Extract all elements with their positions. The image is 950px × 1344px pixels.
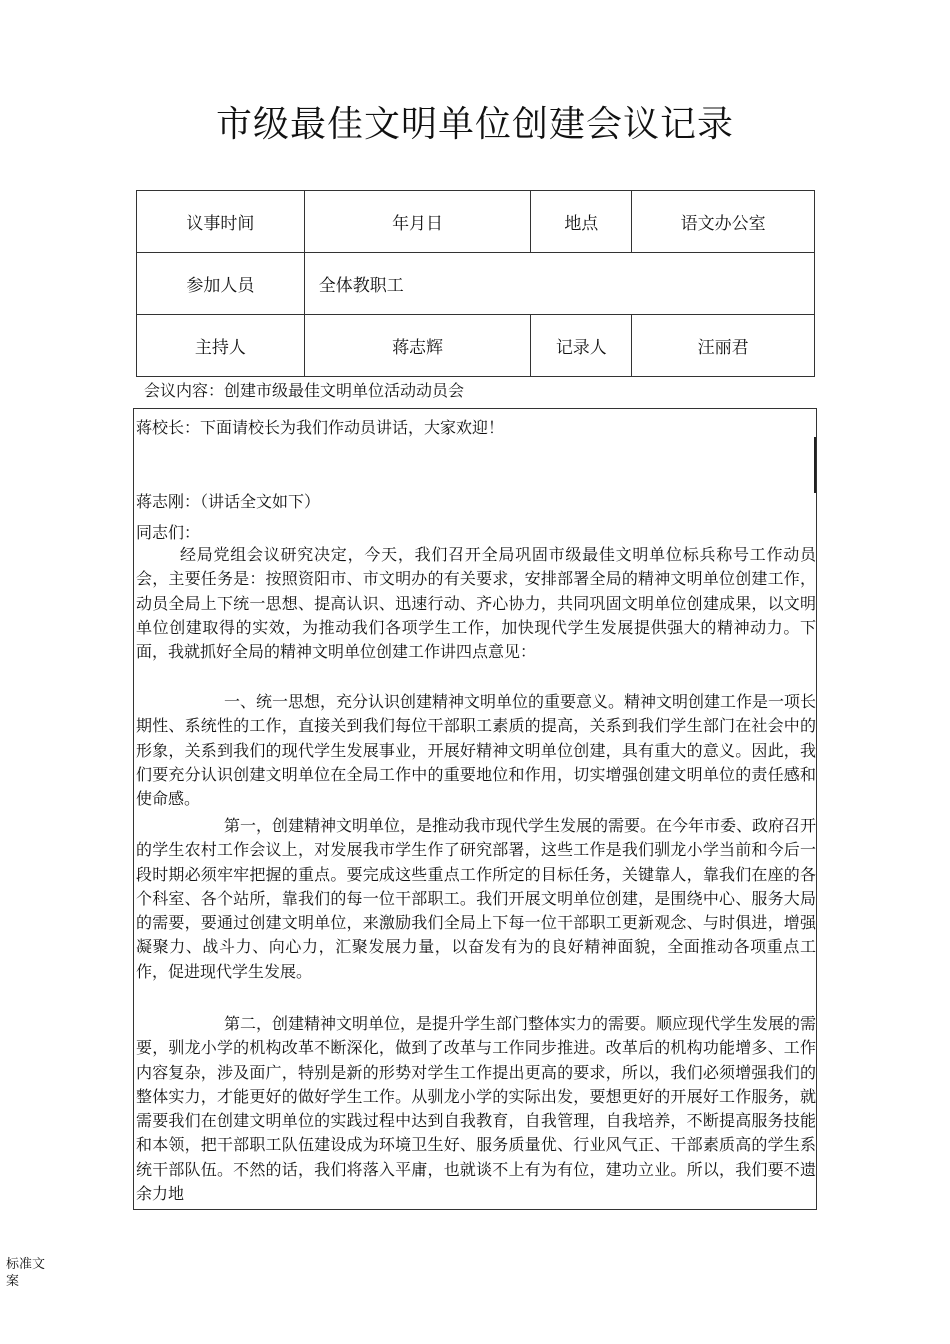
info-row-host — [137, 315, 815, 377]
content-paragraph-4: 第二，创建精神文明单位，是提升学生部门整体实力的需要。顺应现代学生发展的需要，驯龙小学的机构改革不断深化，做到了改革与工作同步推进。改革后的机构功能增多、工作内容复杂，涉及面广，特别是新的形势对学生工作提出更高的要求，所以，我们必须增强我们的整体实力，才能更好的做好学生工作。从驯龙小学的实际出发，要想更好的开展好工作服务，就需要我们在创建文明单位的实践过程中达到自我教育，自我管理，自我培养，不断提高服务技能和本领，把干部职工队伍建设成为环境卫生好、服务质量优、行业风气正、干部素质高的学生系统干部队伍。不然的话，我们将落入平庸，也就谈不上有为有位，建功立业。所以，我们要不遗余力地 — [136, 1014, 817, 1204]
document-title: 市级最佳文明单位创建会议记录 — [215, 104, 734, 145]
content-line-host-intro: 蒋校长：下面请校长为我们作动员讲话，大家欢迎！ — [136, 418, 505, 437]
meeting-info-table — [136, 190, 815, 377]
time-value: 年月日 — [304, 191, 531, 253]
content-paragraph-2: 一、统一思想，充分认识创建精神文明单位的重要意义。精神文明创建工作是一项长期性、系统性的工作，直接关到我们每位干部职工素质的提高，关系到我们学生部门在社会中的形象，关系到我们的现代学生发展事业，开展好精神文明单位创建，具有重大的意义。因此，我们要充分认识创建文明单位在全局工作中的重要地位和作用，切实增强创建文明单位的责任感和使命感。 — [136, 692, 817, 809]
meeting-content-box — [133, 408, 817, 1210]
recorder-value: 汪丽君 — [632, 315, 815, 377]
info-row-attendees — [137, 253, 815, 315]
place-value: 语文办公室 — [632, 191, 815, 253]
attendees-value: 全体教职工 — [304, 253, 814, 315]
host-value: 蒋志辉 — [304, 315, 531, 377]
content-greeting: 同志们： — [136, 523, 201, 542]
recorder-label: 记录人 — [531, 315, 632, 377]
footer-watermark: 标准文案 — [6, 1257, 46, 1289]
content-line-speaker: 蒋志刚：（讲话全文如下） — [136, 492, 321, 511]
meeting-topic: 会议内容：创建市级最佳文明单位活动动员会 — [144, 381, 465, 400]
info-row-time — [137, 191, 815, 253]
place-label: 地点 — [531, 191, 632, 253]
time-label: 议事时间 — [137, 191, 305, 253]
content-paragraph-3: 第一，创建精神文明单位，是推动我市现代学生发展的需要。在今年市委、政府召开的学生农村工作会议上，对发展我市学生作了研究部署，这些工作是我们驯龙小学当前和今后一段时期必须牢牢把握的重点。要完成这些重点工作所定的目标任务，关键靠人，靠我们在座的各个科室、各个站所，靠我们的每一位干部职工。我们开展文明单位创建，是围绕中心、服务大局的需要，要通过创建文明单位，来激励我们全局上下每一位干部职工更新观念、与时俱进，增强凝聚力、战斗力、向心力，汇聚发展力量，以奋发有为的良好精神面貌，全面推动各项重点工作，促进现代学生发展。 — [136, 816, 817, 981]
content-paragraph-1: 经局党组会议研究决定，今天，我们召开全局巩固市级最佳文明单位标兵称号工作动员会，主要任务是：按照资阳市、市文明办的有关要求，安排部署全局的精神文明单位创建工作，动员全局上下统一思想、提高认识、迅速行动、齐心协力，共同巩固文明单位创建成果，以文明单位创建取得的实效，为推动我们各项学生工作，加快现代学生发展提供强大的精神动力。下面，我就抓好全局的精神文明单位创建工作讲四点意见： — [136, 545, 816, 662]
margin-rule — [814, 437, 817, 493]
host-label: 主持人 — [137, 315, 305, 377]
attendees-label: 参加人员 — [137, 253, 305, 315]
